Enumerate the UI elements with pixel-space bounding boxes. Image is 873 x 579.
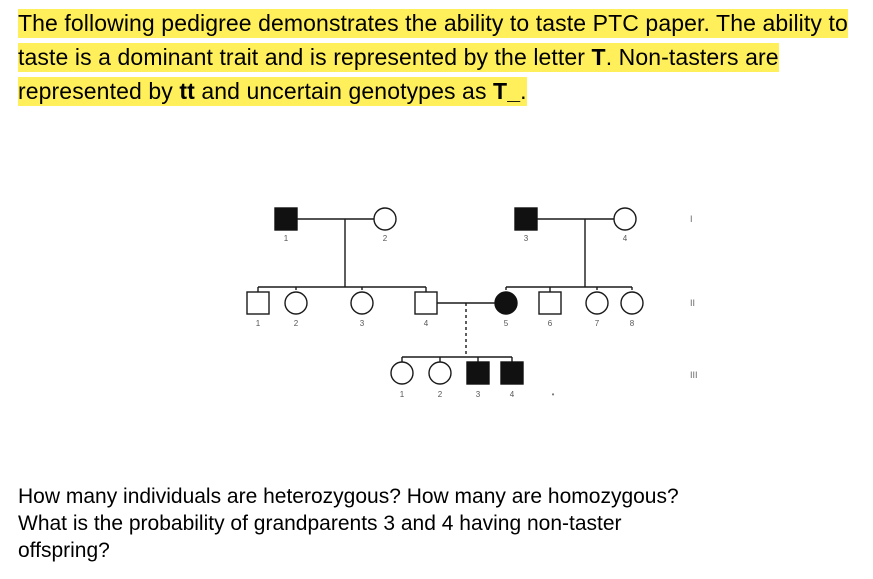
- question-line-2: What is the probability of grandparents 3 and 4 having non-taster: [18, 512, 622, 535]
- gen2-label-6: 6: [547, 319, 553, 328]
- prompt-text-part-2: T: [591, 44, 606, 70]
- gen3-label-2: 2: [437, 390, 443, 399]
- gen2-label-5: 5: [503, 319, 509, 328]
- gen2-individual-5-circle-filled: [495, 292, 517, 314]
- prompt-text-part-6: T_: [493, 78, 521, 104]
- gen3-individual-1-circle-open: [391, 362, 413, 384]
- gen1-label-1: 1: [283, 234, 289, 243]
- gen1-label-2: 2: [382, 234, 388, 243]
- generation-label-I: I: [690, 214, 693, 224]
- question-line-3: offspring?: [18, 539, 110, 562]
- gen1-individual-4-circle-open: [614, 208, 636, 230]
- gen2-label-3: 3: [359, 319, 365, 328]
- gen3-extra-tick: •: [551, 390, 555, 399]
- gen2-label-4: 4: [423, 319, 429, 328]
- gen1-individual-3-square-filled: [515, 208, 537, 230]
- prompt-text-part-5: and uncertain genotypes as: [194, 78, 494, 104]
- pedigree-figure: [0, 192, 873, 427]
- gen3-individual-4-square-filled: [501, 362, 523, 384]
- gen2-label-7: 7: [594, 319, 600, 328]
- pedigree-diagram: [0, 192, 873, 427]
- prompt-text-part-3: . Non-tasters are represented by: [18, 44, 779, 104]
- gen2-individual-2-circle-open: [285, 292, 307, 314]
- gen2-individual-7-circle-open: [586, 292, 608, 314]
- generation-label-II: II: [690, 298, 696, 308]
- gen3-individual-3-square-filled: [467, 362, 489, 384]
- generation-label-III: III: [690, 370, 698, 380]
- gen3-label-3: 3: [475, 390, 481, 399]
- gen2-label-1: 1: [255, 319, 261, 328]
- gen2-individual-8-circle-open: [621, 292, 643, 314]
- gen1-label-4: 4: [622, 234, 628, 243]
- gen2-label-8: 8: [629, 319, 635, 328]
- gen1-individual-1-square-filled: [275, 208, 297, 230]
- gen1-individual-2-circle-open: [374, 208, 396, 230]
- questions-block: [18, 483, 858, 564]
- question-line-1: How many individuals are heterozygous? How many are homozygous?: [18, 485, 679, 508]
- gen2-individual-1-square-open: [247, 292, 269, 314]
- gen3-individual-2-circle-open: [429, 362, 451, 384]
- prompt-text-part-1: The following pedigree demonstrates the ability to taste PTC paper. The ability to taste is a dominant trait and is represented by the letter: [18, 10, 848, 70]
- gen2-individual-4-square-open: [415, 292, 437, 314]
- gen2-individual-6-square-open: [539, 292, 561, 314]
- prompt-paragraph: [18, 6, 854, 108]
- prompt-highlight: [18, 9, 848, 106]
- gen2-individual-3-circle-open: [351, 292, 373, 314]
- gen1-label-3: 3: [523, 234, 529, 243]
- gen2-label-2: 2: [293, 319, 299, 328]
- prompt-text-part-4: tt: [179, 78, 195, 104]
- gen3-label-4: 4: [509, 390, 515, 399]
- gen3-label-1: 1: [399, 390, 405, 399]
- prompt-text-part-7: .: [520, 78, 527, 104]
